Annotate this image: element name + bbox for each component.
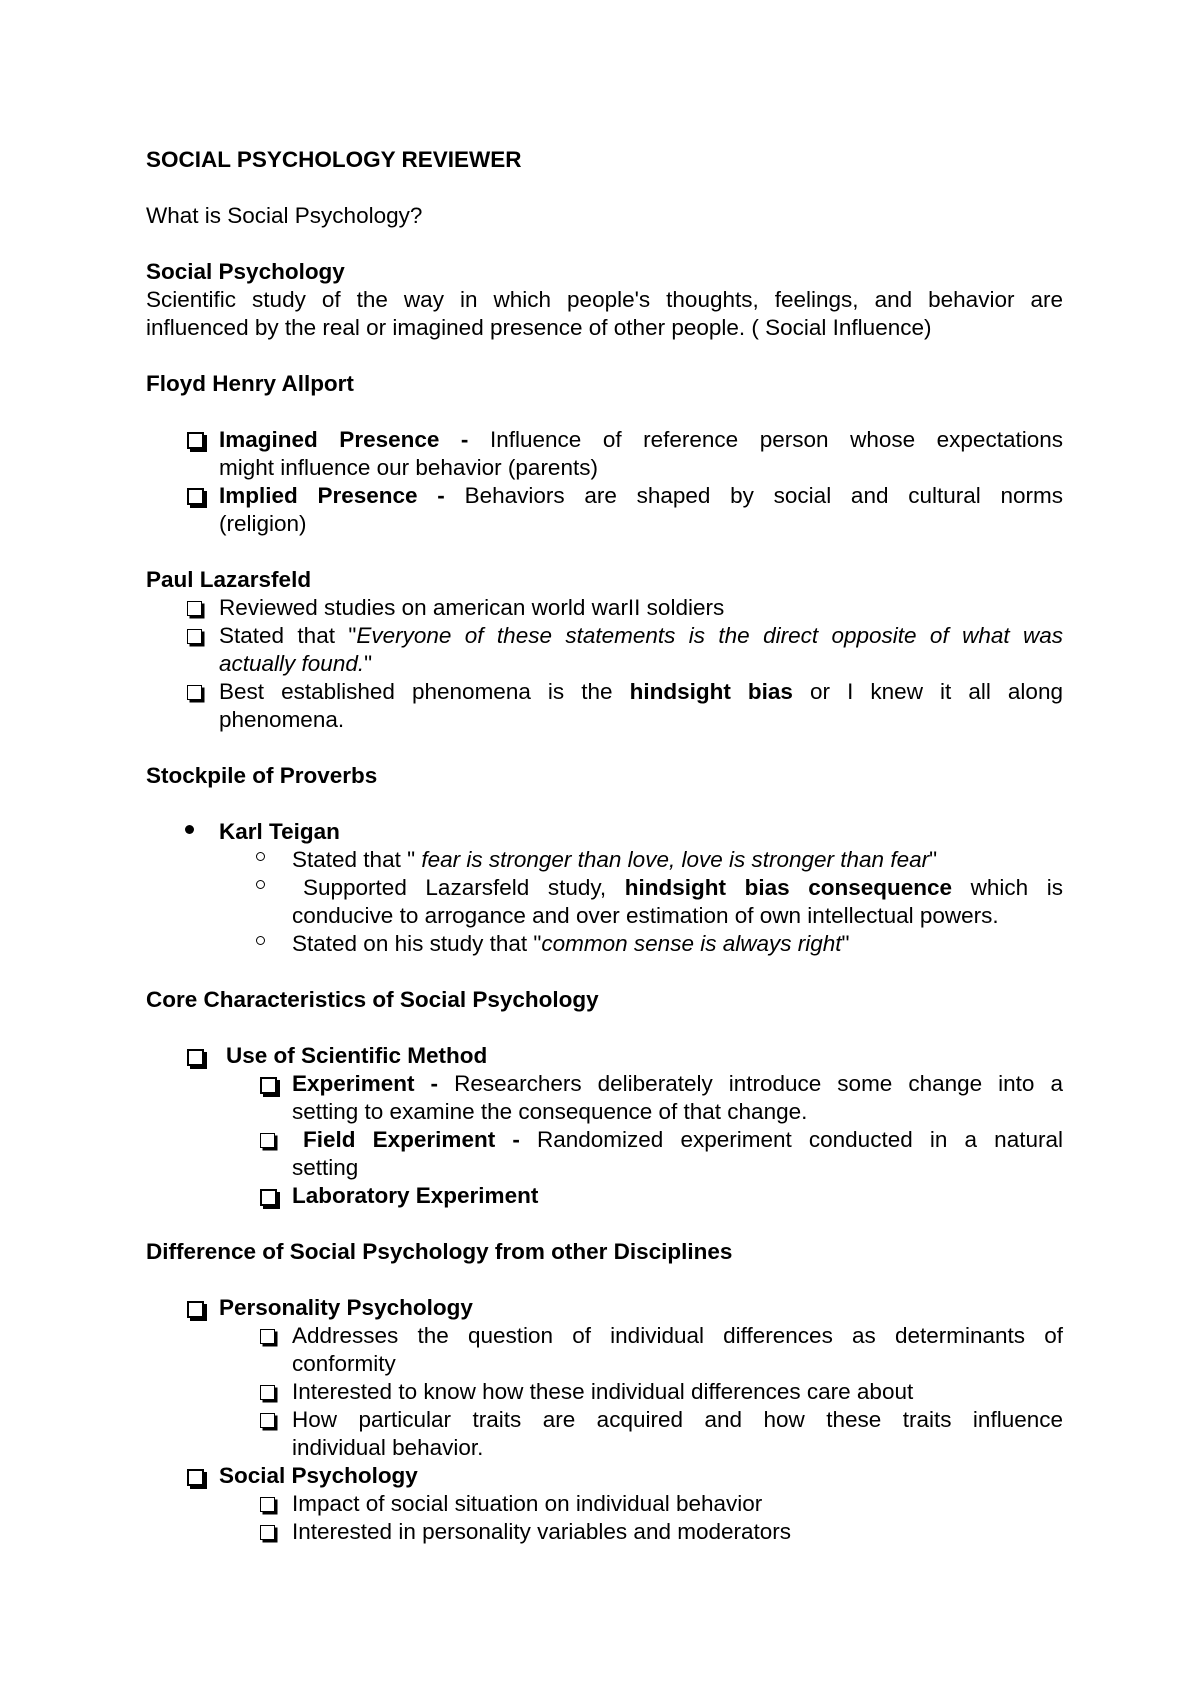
bullet-circle-icon bbox=[256, 936, 265, 945]
checkbox-bullet-icon bbox=[260, 1329, 275, 1344]
checkbox-bullet-icon bbox=[187, 432, 204, 449]
lazarsfeld-item-2-cont: actually found." bbox=[219, 651, 373, 676]
definition-line-2: influenced by the real or imagined presence of other people. ( Social Influence) bbox=[146, 315, 932, 340]
allport-item-imagined: Imagined Presence - Influence of reference person whose expectations bbox=[219, 427, 1063, 452]
allport-item-implied-cont: (religion) bbox=[219, 511, 307, 536]
core-method: Use of Scientific Method bbox=[226, 1043, 488, 1068]
lazarsfeld-heading: Paul Lazarsfeld bbox=[146, 567, 312, 592]
lazarsfeld-item-1: Reviewed studies on american world warII soldiers bbox=[219, 595, 725, 620]
personality-item-2: Interested to know how these individual differences care about bbox=[292, 1379, 914, 1404]
core-field-experiment: Field Experiment - Randomized experiment conducted in a natural bbox=[303, 1127, 1063, 1152]
lazarsfeld-item-2: Stated that "Everyone of these statements is the direct opposite of what was bbox=[219, 623, 1063, 648]
difference-heading: Difference of Social Psychology from other Disciplines bbox=[146, 1239, 733, 1264]
checkbox-bullet-icon bbox=[187, 1469, 204, 1486]
proverbs-person: Karl Teigan bbox=[219, 819, 340, 844]
teigan-sub-2-cont: conducive to arrogance and over estimation of own intellectual powers. bbox=[292, 903, 999, 928]
core-heading: Core Characteristics of Social Psychology bbox=[146, 987, 599, 1012]
core-experiment-cont: setting to examine the consequence of that change. bbox=[292, 1099, 808, 1124]
checkbox-bullet-icon bbox=[187, 629, 202, 644]
checkbox-bullet-icon bbox=[260, 1077, 277, 1094]
social-label: Social Psychology bbox=[219, 1463, 418, 1488]
proverbs-heading: Stockpile of Proverbs bbox=[146, 763, 378, 788]
lazarsfeld-item-3-cont: phenomena. bbox=[219, 707, 345, 732]
allport-item-imagined-cont: might influence our behavior (parents) bbox=[219, 455, 598, 480]
checkbox-bullet-icon bbox=[187, 1049, 204, 1066]
allport-item-implied: Implied Presence - Behaviors are shaped by social and cultural norms bbox=[219, 483, 1063, 508]
definition-heading: Social Psychology bbox=[146, 259, 345, 284]
checkbox-bullet-icon bbox=[260, 1497, 275, 1512]
core-experiment: Experiment - Researchers deliberately introduce some change into a bbox=[292, 1071, 1063, 1096]
social-item-1: Impact of social situation on individual behavior bbox=[292, 1491, 763, 1516]
definition-line-1: Scientific study of the way in which people's thoughts, feelings, and behavior are bbox=[146, 287, 1063, 312]
teigan-sub-2: Supported Lazarsfeld study, hindsight bias consequence which is bbox=[303, 875, 1063, 900]
lazarsfeld-item-3: Best established phenomena is the hindsight bias or I knew it all along bbox=[219, 679, 1063, 704]
bullet-circle-icon bbox=[256, 852, 265, 861]
personality-item-3: How particular traits are acquired and how these traits influence bbox=[292, 1407, 1063, 1432]
intro-question: What is Social Psychology? bbox=[146, 203, 423, 228]
teigan-sub-1: Stated that " fear is stronger than love, love is stronger than fear" bbox=[292, 847, 938, 872]
personality-label: Personality Psychology bbox=[219, 1295, 473, 1320]
checkbox-bullet-icon bbox=[260, 1189, 277, 1206]
core-field-experiment-cont: setting bbox=[292, 1155, 359, 1180]
core-lab-experiment: Laboratory Experiment bbox=[292, 1183, 539, 1208]
personality-item-1-cont: conformity bbox=[292, 1351, 396, 1376]
checkbox-bullet-icon bbox=[260, 1525, 275, 1540]
checkbox-bullet-icon bbox=[187, 1301, 204, 1318]
checkbox-bullet-icon bbox=[260, 1133, 275, 1148]
checkbox-bullet-icon bbox=[187, 601, 202, 616]
personality-item-1: Addresses the question of individual differences as determinants of bbox=[292, 1323, 1063, 1348]
checkbox-bullet-icon bbox=[260, 1413, 275, 1428]
document-title: SOCIAL PSYCHOLOGY REVIEWER bbox=[146, 147, 522, 172]
checkbox-bullet-icon bbox=[260, 1385, 275, 1400]
social-item-2: Interested in personality variables and moderators bbox=[292, 1519, 792, 1544]
personality-item-3-cont: individual behavior. bbox=[292, 1435, 484, 1460]
teigan-sub-3: Stated on his study that "common sense is always right" bbox=[292, 931, 850, 956]
bullet-dot-icon bbox=[185, 825, 194, 834]
allport-heading: Floyd Henry Allport bbox=[146, 371, 354, 396]
checkbox-bullet-icon bbox=[187, 488, 204, 505]
bullet-circle-icon bbox=[256, 880, 265, 889]
checkbox-bullet-icon bbox=[187, 685, 202, 700]
